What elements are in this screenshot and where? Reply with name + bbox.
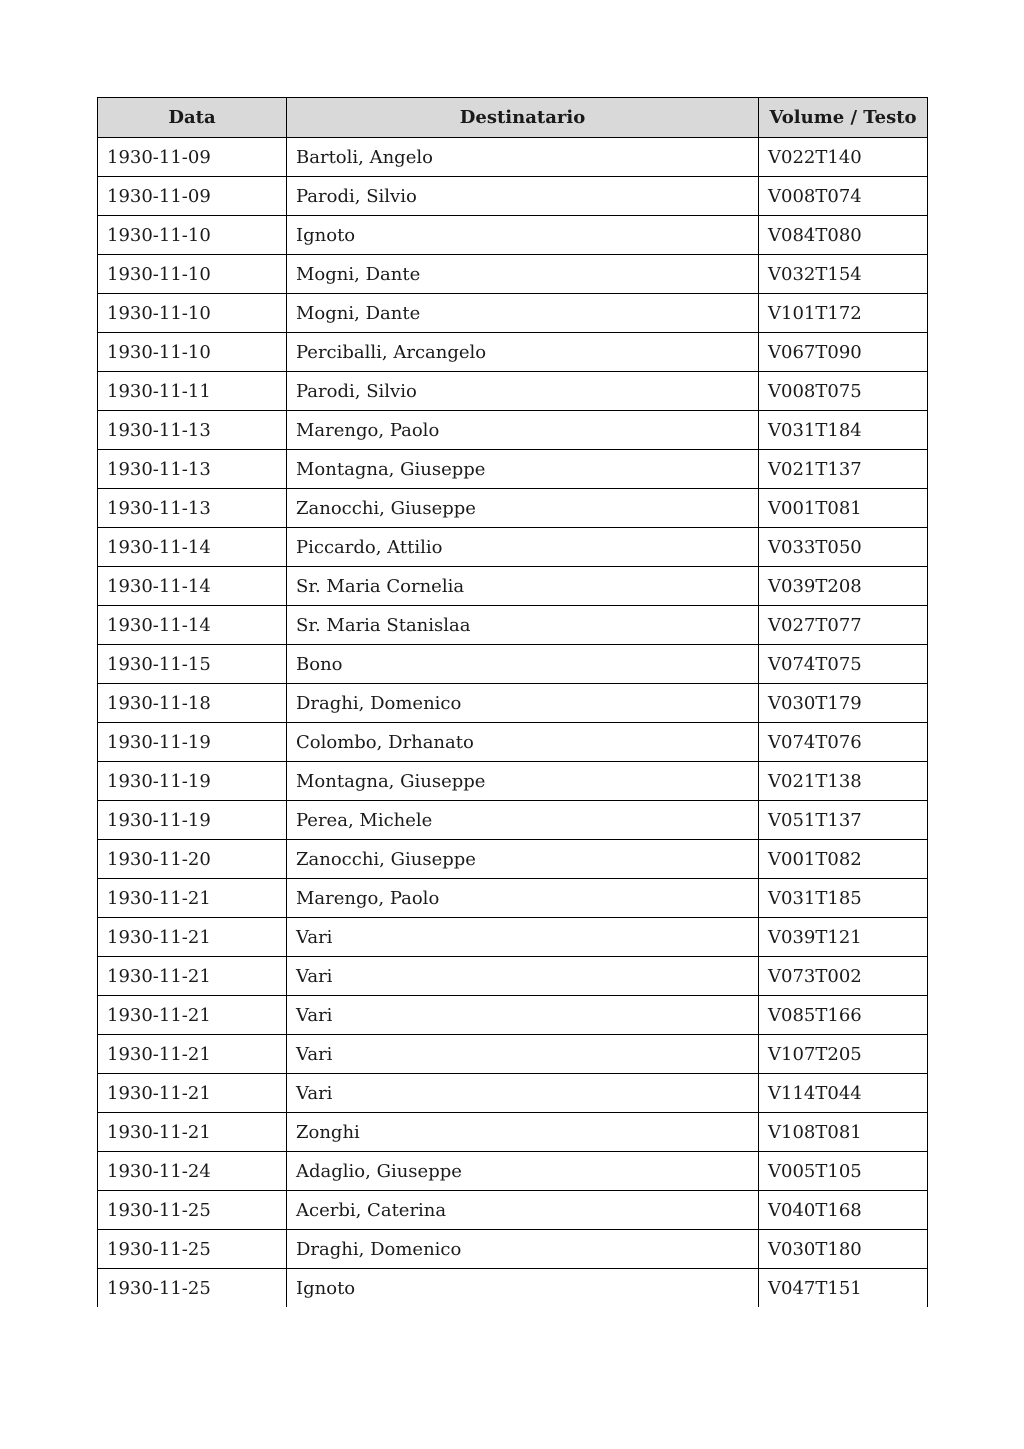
- cell-recipient: Vari: [287, 1074, 759, 1113]
- cell-date: 1930-11-24: [98, 1152, 287, 1191]
- table-row: [98, 489, 928, 528]
- cell-recipient: Zonghi: [287, 1113, 759, 1152]
- cell-date: 1930-11-19: [98, 801, 287, 840]
- cell-recipient: Montagna, Giuseppe: [287, 450, 759, 489]
- cell-recipient: Bartoli, Angelo: [287, 138, 759, 177]
- table-row: [98, 1074, 928, 1113]
- cell-recipient: Zanocchi, Giuseppe: [287, 840, 759, 879]
- cell-date: 1930-11-21: [98, 1113, 287, 1152]
- table-row: [98, 372, 928, 411]
- cell-volume: V001T082: [759, 840, 928, 879]
- cell-recipient: Montagna, Giuseppe: [287, 762, 759, 801]
- cell-volume: V085T166: [759, 996, 928, 1035]
- table-row: [98, 684, 928, 723]
- table-row: [98, 450, 928, 489]
- cell-recipient: Ignoto: [287, 1269, 759, 1308]
- cell-volume: V067T090: [759, 333, 928, 372]
- cell-date: 1930-11-19: [98, 762, 287, 801]
- cell-recipient: Marengo, Paolo: [287, 879, 759, 918]
- table-row: [98, 1113, 928, 1152]
- cell-volume: V074T076: [759, 723, 928, 762]
- table-row: [98, 255, 928, 294]
- cell-recipient: Vari: [287, 957, 759, 996]
- table-row: [98, 723, 928, 762]
- cell-date: 1930-11-18: [98, 684, 287, 723]
- table-row: [98, 294, 928, 333]
- table-row: [98, 528, 928, 567]
- table-row: [98, 996, 928, 1035]
- cell-volume: V021T138: [759, 762, 928, 801]
- table-header-row: [98, 98, 928, 138]
- cell-volume: V030T179: [759, 684, 928, 723]
- cell-recipient: Parodi, Silvio: [287, 177, 759, 216]
- table-row: [98, 1035, 928, 1074]
- cell-recipient: Sr. Maria Cornelia: [287, 567, 759, 606]
- cell-volume: V032T154: [759, 255, 928, 294]
- cell-volume: V114T044: [759, 1074, 928, 1113]
- cell-volume: V073T002: [759, 957, 928, 996]
- column-header-date: Data: [98, 98, 287, 138]
- cell-volume: V101T172: [759, 294, 928, 333]
- cell-volume: V008T074: [759, 177, 928, 216]
- cell-date: 1930-11-13: [98, 411, 287, 450]
- cell-date: 1930-11-15: [98, 645, 287, 684]
- table-body: [98, 138, 928, 1308]
- cell-recipient: Marengo, Paolo: [287, 411, 759, 450]
- cell-date: 1930-11-25: [98, 1191, 287, 1230]
- cell-date: 1930-11-25: [98, 1230, 287, 1269]
- table-row: [98, 216, 928, 255]
- cell-date: 1930-11-13: [98, 450, 287, 489]
- cell-volume: V005T105: [759, 1152, 928, 1191]
- cell-volume: V031T184: [759, 411, 928, 450]
- cell-recipient: Bono: [287, 645, 759, 684]
- cell-volume: V039T121: [759, 918, 928, 957]
- cell-recipient: Mogni, Dante: [287, 294, 759, 333]
- cell-volume: V022T140: [759, 138, 928, 177]
- cell-recipient: Piccardo, Attilio: [287, 528, 759, 567]
- cell-date: 1930-11-21: [98, 1035, 287, 1074]
- cell-recipient: Vari: [287, 918, 759, 957]
- cell-date: 1930-11-14: [98, 567, 287, 606]
- cell-volume: V033T050: [759, 528, 928, 567]
- column-header-volume: Volume / Testo: [759, 98, 928, 138]
- table-row: [98, 333, 928, 372]
- letters-table: [97, 97, 928, 1307]
- cell-date: 1930-11-14: [98, 528, 287, 567]
- table-row: [98, 801, 928, 840]
- cell-volume: V108T081: [759, 1113, 928, 1152]
- table-row: [98, 918, 928, 957]
- cell-recipient: Parodi, Silvio: [287, 372, 759, 411]
- table-row: [98, 138, 928, 177]
- cell-recipient: Draghi, Domenico: [287, 1230, 759, 1269]
- cell-date: 1930-11-21: [98, 957, 287, 996]
- cell-volume: V021T137: [759, 450, 928, 489]
- cell-volume: V074T075: [759, 645, 928, 684]
- cell-date: 1930-11-10: [98, 216, 287, 255]
- cell-volume: V047T151: [759, 1269, 928, 1308]
- cell-recipient: Perciballi, Arcangelo: [287, 333, 759, 372]
- cell-date: 1930-11-10: [98, 294, 287, 333]
- cell-volume: V051T137: [759, 801, 928, 840]
- cell-recipient: Draghi, Domenico: [287, 684, 759, 723]
- cell-date: 1930-11-21: [98, 1074, 287, 1113]
- cell-date: 1930-11-10: [98, 333, 287, 372]
- cell-date: 1930-11-25: [98, 1269, 287, 1308]
- cell-recipient: Mogni, Dante: [287, 255, 759, 294]
- cell-volume: V031T185: [759, 879, 928, 918]
- table-row: [98, 1230, 928, 1269]
- cell-date: 1930-11-19: [98, 723, 287, 762]
- table-row: [98, 606, 928, 645]
- cell-date: 1930-11-09: [98, 138, 287, 177]
- cell-recipient: Vari: [287, 996, 759, 1035]
- cell-recipient: Colombo, Drhanato: [287, 723, 759, 762]
- cell-volume: V030T180: [759, 1230, 928, 1269]
- cell-date: 1930-11-10: [98, 255, 287, 294]
- cell-volume: V084T080: [759, 216, 928, 255]
- cell-recipient: Acerbi, Caterina: [287, 1191, 759, 1230]
- table-row: [98, 879, 928, 918]
- table-row: [98, 177, 928, 216]
- cell-date: 1930-11-14: [98, 606, 287, 645]
- cell-recipient: Sr. Maria Stanislaa: [287, 606, 759, 645]
- cell-date: 1930-11-21: [98, 918, 287, 957]
- table-row: [98, 411, 928, 450]
- table-row: [98, 1191, 928, 1230]
- table-row: [98, 762, 928, 801]
- cell-volume: V001T081: [759, 489, 928, 528]
- table-row: [98, 567, 928, 606]
- cell-recipient: Zanocchi, Giuseppe: [287, 489, 759, 528]
- table-row: [98, 957, 928, 996]
- cell-volume: V008T075: [759, 372, 928, 411]
- cell-date: 1930-11-13: [98, 489, 287, 528]
- table-row: [98, 1152, 928, 1191]
- cell-recipient: Adaglio, Giuseppe: [287, 1152, 759, 1191]
- cell-date: 1930-11-11: [98, 372, 287, 411]
- cell-volume: V107T205: [759, 1035, 928, 1074]
- cell-date: 1930-11-21: [98, 996, 287, 1035]
- cell-recipient: Ignoto: [287, 216, 759, 255]
- cell-date: 1930-11-20: [98, 840, 287, 879]
- table-row: [98, 1269, 928, 1308]
- cell-date: 1930-11-21: [98, 879, 287, 918]
- cell-recipient: Vari: [287, 1035, 759, 1074]
- cell-volume: V040T168: [759, 1191, 928, 1230]
- column-header-recipient: Destinatario: [287, 98, 759, 138]
- table-row: [98, 840, 928, 879]
- cell-volume: V039T208: [759, 567, 928, 606]
- cell-recipient: Perea, Michele: [287, 801, 759, 840]
- table-row: [98, 645, 928, 684]
- cell-date: 1930-11-09: [98, 177, 287, 216]
- document-page: [97, 97, 927, 1307]
- cell-volume: V027T077: [759, 606, 928, 645]
